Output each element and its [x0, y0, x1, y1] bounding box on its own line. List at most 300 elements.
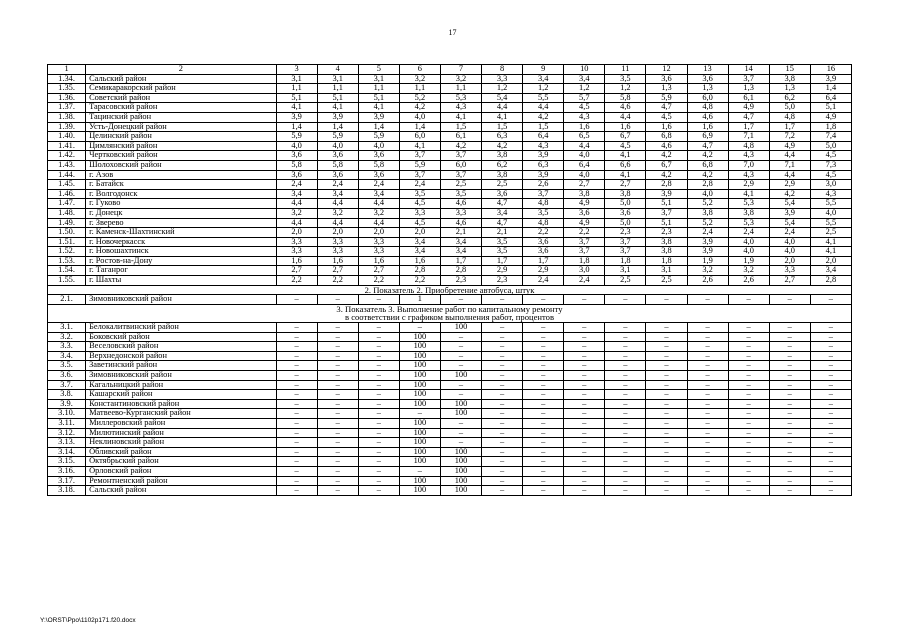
value-cell: 3,8 [646, 247, 687, 257]
value-cell: 5,9 [646, 93, 687, 103]
value-cell: 3,3 [399, 208, 440, 218]
value-cell: 3,4 [399, 237, 440, 247]
value-cell: 3,1 [605, 266, 646, 276]
table-row [48, 476, 852, 486]
value-cell: 3,8 [687, 208, 728, 218]
value-cell: 4,0 [564, 151, 605, 161]
value-cell: – [728, 371, 769, 381]
value-cell: 100 [440, 399, 481, 409]
value-cell: 5,5 [810, 199, 851, 209]
value-cell: 6,3 [523, 160, 564, 170]
value-cell: 6,4 [523, 132, 564, 142]
value-cell: 4,1 [358, 103, 399, 113]
section-title-line: в соответствии с графиком выполнения работ, процентов [344, 312, 555, 323]
row-number: 1.44. [48, 170, 86, 180]
value-cell: 4,0 [399, 112, 440, 122]
value-cell: 5,9 [399, 160, 440, 170]
value-cell: – [276, 428, 317, 438]
value-cell: 3,4 [482, 208, 523, 218]
section-title [48, 304, 852, 322]
table-row [48, 218, 852, 228]
value-cell: – [769, 332, 810, 342]
value-cell: 100 [440, 447, 481, 457]
row-number: 2.1. [48, 295, 86, 305]
value-cell: 3,6 [317, 170, 358, 180]
value-cell: 3,9 [358, 112, 399, 122]
table-row [48, 457, 852, 467]
value-cell: 4,1 [605, 170, 646, 180]
value-cell: 5,9 [358, 132, 399, 142]
value-cell: 1,7 [440, 256, 481, 266]
value-cell: – [810, 486, 851, 496]
value-cell: 4,1 [728, 189, 769, 199]
value-cell: 3,7 [440, 151, 481, 161]
value-cell: – [769, 466, 810, 476]
value-cell: – [482, 486, 523, 496]
value-cell: – [564, 342, 605, 352]
value-cell: – [276, 457, 317, 467]
value-cell: 3,3 [358, 237, 399, 247]
value-cell: – [687, 371, 728, 381]
table-row [48, 151, 852, 161]
value-cell: 3,6 [687, 74, 728, 84]
value-cell: 100 [399, 371, 440, 381]
column-header: 9 [523, 65, 564, 75]
value-cell: 3,2 [317, 208, 358, 218]
row-number: 1.46. [48, 189, 86, 199]
value-cell: 100 [399, 332, 440, 342]
value-cell: 2,7 [276, 266, 317, 276]
value-cell: 3,8 [482, 151, 523, 161]
value-cell: 3,6 [605, 208, 646, 218]
row-name: г. Гуково [86, 199, 276, 209]
table-row [48, 438, 852, 448]
value-cell: – [728, 438, 769, 448]
value-cell: 5,1 [358, 93, 399, 103]
section-title-row [48, 304, 852, 322]
value-cell: – [810, 447, 851, 457]
value-cell: 2,0 [810, 256, 851, 266]
value-cell: 3,3 [276, 247, 317, 257]
value-cell: 3,7 [440, 170, 481, 180]
table-row [48, 276, 852, 286]
value-cell: 5,3 [728, 218, 769, 228]
value-cell: – [482, 295, 523, 305]
value-cell: 4,2 [646, 170, 687, 180]
value-cell: – [728, 476, 769, 486]
value-cell: – [769, 447, 810, 457]
value-cell: 4,4 [276, 199, 317, 209]
value-cell: 1,5 [482, 122, 523, 132]
value-cell: 5,0 [605, 199, 646, 209]
value-cell: – [276, 447, 317, 457]
value-cell: 1,2 [523, 84, 564, 94]
value-cell: – [440, 342, 481, 352]
value-cell: 3,7 [605, 247, 646, 257]
row-name: Веселовский район [86, 342, 276, 352]
table-row [48, 132, 852, 142]
row-number: 1.34. [48, 74, 86, 84]
table-row [48, 141, 852, 151]
value-cell: 5,3 [440, 93, 481, 103]
value-cell: 2,5 [605, 276, 646, 286]
header-row [48, 65, 852, 75]
value-cell: 4,4 [276, 218, 317, 228]
value-cell: – [523, 332, 564, 342]
row-name: Шолоховский район [86, 160, 276, 170]
value-cell: – [687, 323, 728, 333]
value-cell: 3,4 [276, 189, 317, 199]
value-cell: – [317, 390, 358, 400]
row-name: г. Зверево [86, 218, 276, 228]
row-name: Цимлянский район [86, 141, 276, 151]
value-cell: 4,5 [646, 112, 687, 122]
value-cell: – [358, 466, 399, 476]
value-cell: 3,2 [687, 266, 728, 276]
value-cell: – [564, 332, 605, 342]
value-cell: – [687, 466, 728, 476]
value-cell: 2,9 [482, 266, 523, 276]
value-cell: – [564, 438, 605, 448]
value-cell: 100 [399, 438, 440, 448]
table-row [48, 447, 852, 457]
row-name: Усть-Донецкий район [86, 122, 276, 132]
value-cell: 3,6 [276, 170, 317, 180]
table-row [48, 112, 852, 122]
value-cell: – [810, 438, 851, 448]
value-cell: 4,8 [687, 103, 728, 113]
value-cell: – [810, 428, 851, 438]
value-cell: 1,6 [605, 122, 646, 132]
value-cell: – [276, 361, 317, 371]
value-cell: 100 [440, 476, 481, 486]
value-cell: 3,7 [399, 151, 440, 161]
value-cell: 4,4 [317, 199, 358, 209]
value-cell: – [605, 323, 646, 333]
value-cell: 6,0 [687, 93, 728, 103]
value-cell: – [769, 476, 810, 486]
table-row [48, 361, 852, 371]
value-cell: 4,7 [646, 103, 687, 113]
value-cell: 4,4 [358, 199, 399, 209]
row-number: 3.13. [48, 438, 86, 448]
table-row [48, 428, 852, 438]
value-cell: – [358, 399, 399, 409]
value-cell: – [728, 332, 769, 342]
value-cell: – [769, 361, 810, 371]
value-cell: – [728, 418, 769, 428]
value-cell: 2,2 [399, 276, 440, 286]
value-cell: 3,6 [358, 170, 399, 180]
value-cell: – [358, 409, 399, 419]
column-header: 13 [687, 65, 728, 75]
value-cell: 4,0 [687, 189, 728, 199]
value-cell: 2,4 [317, 180, 358, 190]
value-cell: 3,2 [440, 74, 481, 84]
value-cell: 5,0 [810, 141, 851, 151]
row-name: Октябрьский район [86, 457, 276, 467]
value-cell: – [646, 399, 687, 409]
column-header: 16 [810, 65, 851, 75]
value-cell: – [810, 323, 851, 333]
value-cell: 3,0 [564, 266, 605, 276]
value-cell: 5,9 [317, 132, 358, 142]
row-name: г. Новочеркасск [86, 237, 276, 247]
value-cell: – [810, 361, 851, 371]
value-cell: – [687, 447, 728, 457]
value-cell: – [769, 486, 810, 496]
value-cell: – [605, 380, 646, 390]
row-name: Кагальницкий район [86, 380, 276, 390]
value-cell: 100 [440, 409, 481, 419]
value-cell: – [440, 428, 481, 438]
value-cell: 3,5 [605, 74, 646, 84]
value-cell: 1,4 [317, 122, 358, 132]
value-cell: 4,3 [728, 151, 769, 161]
row-number: 1.51. [48, 237, 86, 247]
value-cell: 5,7 [564, 93, 605, 103]
value-cell: – [646, 332, 687, 342]
value-cell: – [358, 380, 399, 390]
value-cell: – [810, 466, 851, 476]
table-row [48, 380, 852, 390]
value-cell: 4,3 [810, 189, 851, 199]
value-cell: 6,6 [605, 160, 646, 170]
value-cell: – [317, 457, 358, 467]
table-row [48, 208, 852, 218]
section-title [48, 285, 852, 295]
value-cell: – [728, 399, 769, 409]
value-cell: – [810, 295, 851, 305]
value-cell: 4,7 [687, 141, 728, 151]
value-cell: 5,9 [276, 132, 317, 142]
value-cell: 4,0 [810, 208, 851, 218]
value-cell: – [358, 342, 399, 352]
value-cell: 2,2 [358, 276, 399, 286]
row-number: 1.53. [48, 256, 86, 266]
value-cell: – [810, 351, 851, 361]
value-cell: 3,8 [605, 189, 646, 199]
value-cell: – [605, 447, 646, 457]
table-row [48, 199, 852, 209]
value-cell: 2,4 [687, 228, 728, 238]
value-cell: 4,9 [564, 199, 605, 209]
value-cell: 5,5 [523, 93, 564, 103]
row-number: 1.36. [48, 93, 86, 103]
value-cell: 1,7 [482, 256, 523, 266]
value-cell: – [317, 351, 358, 361]
row-name: Боковский район [86, 332, 276, 342]
row-name: г. Новошахтинск [86, 247, 276, 257]
value-cell: – [564, 447, 605, 457]
value-cell: 1,4 [810, 84, 851, 94]
value-cell: – [358, 476, 399, 486]
file-path-footer: Y:\ORST\Ppo\1102p171.f20.docx [40, 617, 136, 624]
table-row [48, 256, 852, 266]
value-cell: 100 [399, 390, 440, 400]
value-cell: – [482, 476, 523, 486]
value-cell: – [440, 295, 481, 305]
value-cell: – [769, 323, 810, 333]
value-cell: 1,8 [605, 256, 646, 266]
value-cell: 6,2 [482, 160, 523, 170]
value-cell: 2,7 [317, 266, 358, 276]
value-cell: – [564, 380, 605, 390]
value-cell: – [646, 447, 687, 457]
value-cell: – [646, 466, 687, 476]
value-cell: – [605, 295, 646, 305]
value-cell: 3,3 [482, 74, 523, 84]
value-cell: 6,7 [646, 160, 687, 170]
row-number: 3.3. [48, 342, 86, 352]
value-cell: 3,9 [523, 170, 564, 180]
section-title-row [48, 285, 852, 295]
column-header: 12 [646, 65, 687, 75]
row-name: Сальский район [86, 74, 276, 84]
section-title-line: 3. Показатель 3. Выполнение работ по капитальному ремонту [336, 304, 563, 314]
value-cell: 4,5 [399, 218, 440, 228]
value-cell: 4,1 [317, 103, 358, 113]
value-cell: 1,3 [646, 84, 687, 94]
value-cell: 2,8 [810, 276, 851, 286]
row-name: Советский район [86, 93, 276, 103]
value-cell: 3,7 [399, 170, 440, 180]
value-cell: 3,7 [564, 237, 605, 247]
value-cell: 4,0 [728, 237, 769, 247]
value-cell: 1,6 [687, 122, 728, 132]
value-cell: 3,7 [646, 208, 687, 218]
value-cell: 3,4 [358, 189, 399, 199]
value-cell: 3,1 [317, 74, 358, 84]
value-cell: – [646, 323, 687, 333]
value-cell: 5,4 [769, 199, 810, 209]
value-cell: 4,1 [482, 112, 523, 122]
value-cell: – [317, 428, 358, 438]
row-name: г. Каменск-Шахтинский [86, 228, 276, 238]
row-name: Неклиновский район [86, 438, 276, 448]
value-cell: 2,9 [769, 180, 810, 190]
row-name: г. Донецк [86, 208, 276, 218]
value-cell: – [440, 390, 481, 400]
column-header: 3 [276, 65, 317, 75]
value-cell: 4,6 [687, 112, 728, 122]
value-cell: – [605, 466, 646, 476]
value-cell: 2,6 [523, 180, 564, 190]
value-cell: – [317, 342, 358, 352]
value-cell: – [605, 332, 646, 342]
value-cell: – [728, 361, 769, 371]
value-cell: 3,4 [523, 74, 564, 84]
value-cell: – [523, 399, 564, 409]
row-number: 3.10. [48, 409, 86, 419]
row-name: Константиновский район [86, 399, 276, 409]
value-cell: – [728, 380, 769, 390]
value-cell: 4,9 [810, 112, 851, 122]
value-cell: 3,8 [482, 170, 523, 180]
value-cell: 4,1 [440, 112, 481, 122]
value-cell: 100 [399, 447, 440, 457]
value-cell: – [358, 361, 399, 371]
value-cell: 100 [399, 361, 440, 371]
value-cell: 3,2 [728, 266, 769, 276]
value-cell: 3,3 [276, 237, 317, 247]
value-cell: 2,5 [482, 180, 523, 190]
value-cell: – [317, 438, 358, 448]
row-name: Обливский район [86, 447, 276, 457]
value-cell: – [317, 418, 358, 428]
value-cell: – [523, 428, 564, 438]
value-cell: 1,1 [358, 84, 399, 94]
value-cell: 5,2 [399, 93, 440, 103]
value-cell: – [646, 342, 687, 352]
value-cell: – [523, 351, 564, 361]
value-cell: – [687, 351, 728, 361]
value-cell: – [482, 323, 523, 333]
value-cell: – [276, 409, 317, 419]
column-header: 8 [482, 65, 523, 75]
value-cell: 100 [399, 457, 440, 467]
row-number: 3.11. [48, 418, 86, 428]
value-cell: 1,3 [687, 84, 728, 94]
value-cell: 4,1 [605, 151, 646, 161]
value-cell: – [564, 361, 605, 371]
value-cell: 5,1 [810, 103, 851, 113]
value-cell: – [605, 342, 646, 352]
value-cell: 4,4 [605, 112, 646, 122]
value-cell: 3,9 [687, 237, 728, 247]
table-row [48, 295, 852, 305]
value-cell: 2,3 [605, 228, 646, 238]
value-cell: 2,5 [810, 228, 851, 238]
value-cell: 3,8 [564, 189, 605, 199]
row-number: 3.1. [48, 323, 86, 333]
value-cell: 4,2 [769, 189, 810, 199]
value-cell: – [769, 428, 810, 438]
value-cell: – [810, 342, 851, 352]
value-cell: – [687, 342, 728, 352]
value-cell: 4,8 [769, 112, 810, 122]
value-cell: 6,0 [399, 132, 440, 142]
column-header: 5 [358, 65, 399, 75]
value-cell: 3,4 [440, 237, 481, 247]
value-cell: 2,4 [564, 276, 605, 286]
value-cell: 4,5 [564, 103, 605, 113]
value-cell: 4,4 [769, 151, 810, 161]
value-cell: – [317, 399, 358, 409]
value-cell: – [564, 476, 605, 486]
table-row [48, 351, 852, 361]
table-row [48, 399, 852, 409]
value-cell: 4,5 [605, 141, 646, 151]
row-name: Миллеровский район [86, 418, 276, 428]
row-number: 1.45. [48, 180, 86, 190]
value-cell: 4,2 [687, 151, 728, 161]
row-number: 3.12. [48, 428, 86, 438]
column-header: 10 [564, 65, 605, 75]
row-name: г. Ростов-на-Дону [86, 256, 276, 266]
row-number: 3.5. [48, 361, 86, 371]
value-cell: – [482, 361, 523, 371]
value-cell: – [687, 361, 728, 371]
value-cell: – [564, 457, 605, 467]
value-cell: 1,2 [605, 84, 646, 94]
value-cell: – [482, 447, 523, 457]
value-cell: 3,3 [769, 266, 810, 276]
table-row [48, 266, 852, 276]
value-cell: 4,4 [317, 218, 358, 228]
value-cell: – [317, 323, 358, 333]
row-name: Зимовниковский район [86, 371, 276, 381]
